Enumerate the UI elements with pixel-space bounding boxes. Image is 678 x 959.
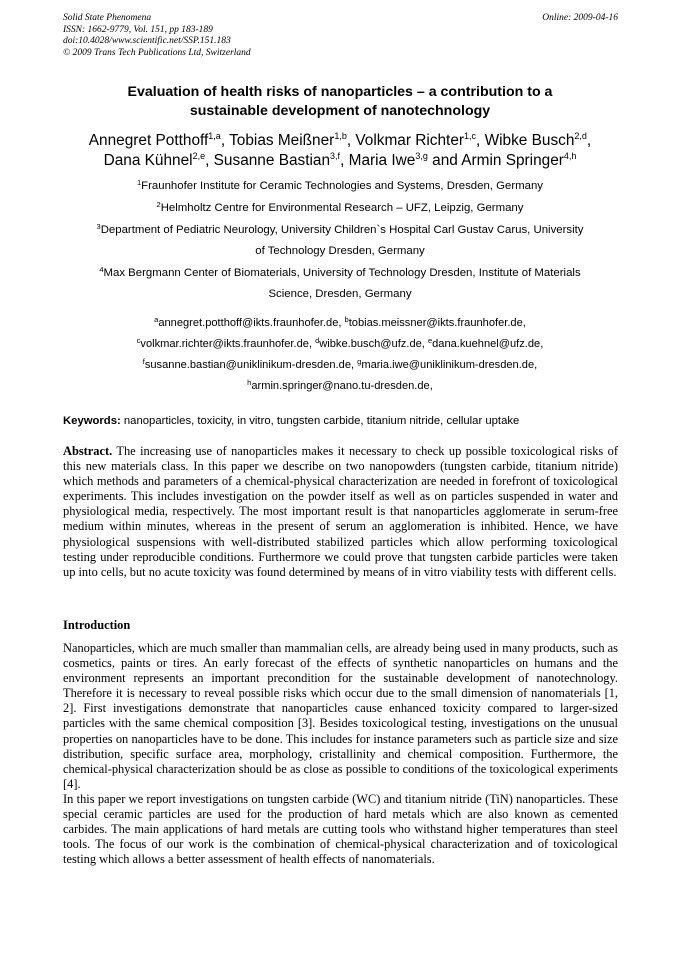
keywords xyxy=(63,413,623,429)
author: Susanne Bastian$^{3,f}$, xyxy=(213,151,349,169)
author: Tobias Meißner$^{1,b}$, xyxy=(229,131,356,149)
author: Volkmar Richter$^{1,c}$, xyxy=(355,131,485,149)
journal-copyright: © 2009 Trans Tech Publications Ltd, Switzerland xyxy=(63,47,251,58)
keywords-text: nanoparticles, toxicity, in vitro, tungsten carbide, titanium nitride, cellular uptake xyxy=(120,415,520,427)
title-line-1: Evaluation of health risks of nanoparticles – a contribution to a xyxy=(127,84,553,100)
affiliation: $^4$Max Bergmann Center of Biomaterials, University of Technology Dresden, Institute of Materials Science, Dresden, Germany xyxy=(99,265,581,300)
author: Wibke Busch$^{2,d}$, xyxy=(484,131,592,149)
title-line-2: sustainable development of nanotechnology xyxy=(189,103,491,119)
journal-doi: doi:10.4028/www.scientific.net/SSP.151.183 xyxy=(63,36,231,46)
email: $^e$dana.kuehnel@ufz.de, xyxy=(427,336,544,350)
introduction-body xyxy=(63,641,618,867)
journal-issn: ISSN: 1662-9779, Vol. 151, pp 183-189 xyxy=(63,24,213,35)
affiliation: $^1$Fraunhofer Institute for Ceramic Technologies and Systems, Dresden, Germany xyxy=(137,178,543,192)
email: $^b$tobias.meissner@ikts.fraunhofer.de, xyxy=(344,315,526,329)
affiliation: $^2$Helmholtz Centre for Environmental Research – UFZ, Leipzig, Germany xyxy=(156,200,524,214)
email: $^d$wibke.busch@ufz.de, xyxy=(315,336,428,350)
author: Annegret Potthoff$^{1,a}$, xyxy=(88,131,230,149)
email: $^f$susanne.bastian@uniklinikum-dresden.de, xyxy=(142,357,358,371)
paper-title xyxy=(60,83,620,121)
author: Armin Springer$^{4,h}$ xyxy=(461,151,577,169)
email: $^h$armin.springer@nano.tu-dresden.de, xyxy=(247,378,433,392)
author-list xyxy=(50,131,630,171)
affiliation: $^3$Department of Pediatric Neurology, University Children`s Hospital Carl Gustav Carus, University of Technology Dresden, Germany xyxy=(96,222,584,257)
abstract-label: Abstract. xyxy=(63,444,113,458)
email: $^c$volkmar.richter@ikts.fraunhofer.de, xyxy=(136,336,316,350)
journal-header xyxy=(63,13,618,59)
journal-name: Solid State Phenomena xyxy=(63,13,152,23)
email: $^a$annegret.potthoff@ikts.fraunhofer.de, xyxy=(154,315,345,329)
paragraph: In this paper we report investigations on tungsten carbide (WC) and titanium nitride (TiN) nanoparticles. These special ceramic particles are used for the production of hard metals which are also known as cemented carbides. The main applications of hard metals are cutting tools who withstand higher temperatures than steel tools. The focus of our work is the combination of chemical-physical characterization and of toxicological testing which allows a better assessment of health effects of nanomaterials. xyxy=(63,791,618,867)
author: Dana Kühnel$^{2,e}$, xyxy=(103,151,214,169)
email: $^g$maria.iwe@uniklinikum-dresden.de, xyxy=(357,357,538,371)
paragraph: Nanoparticles, which are much smaller than mammalian cells, are already being used in many products, such as cosmetics, paints or tires. An early forecast of the effects of synthetic nanoparticles on humans and the environment represents an important precondition for the sustainable development of nanotechnology. Therefore it is necessary to reveal possible risks which occur due to the small dimension of nanomaterials [1, 2]. First investigations demonstrate that nanoparticles cause enhanced toxicity compared to larger-sized particles with the same chemical composition [3]. Besides toxicological testing, investigations on the unusual properties on nanoparticles have to be done. This includes for instance parameters such as particle size and size distribution, specific surface area, morphology, cristallinity and chemical composition. Furthermore, the chemical-physical characterization should be as close as possible to conditions of the toxicological experiments [4]. xyxy=(63,641,618,791)
abstract xyxy=(63,444,618,580)
keywords-label: Keywords: xyxy=(63,415,121,427)
abstract-text: The increasing use of nanoparticles makes it necessary to check up possible toxicological risks of this new materials class. In this paper we describe on two nanopowders (tungsten carbide, titanium nitride) which methods and parameters of a chemical-physical characterization are needed in forefront of toxicological experiments. This includes investigation on the powder itself as well as on particles suspended in water and physiological media, respectively. The most important result is that nanoparticles agglomerate in serum-free medium within minutes, whereas in the present of serum an agglomeration is inhibited. Hence, we have physiological suspensions with well-distributed stabilized particles which allow performing toxicological testing under reproducible conditions. Furthermore we could prove that tungsten carbide particles were taken up into cells, but no acute toxicity was found determined by means of in vitro viability tests with different cells. xyxy=(63,444,618,579)
author: Maria Iwe$^{3,g}$ and xyxy=(348,151,462,169)
section-heading: Introduction xyxy=(63,618,131,632)
online-date: Online: 2009-04-16 xyxy=(542,13,618,23)
author-emails xyxy=(58,313,622,397)
